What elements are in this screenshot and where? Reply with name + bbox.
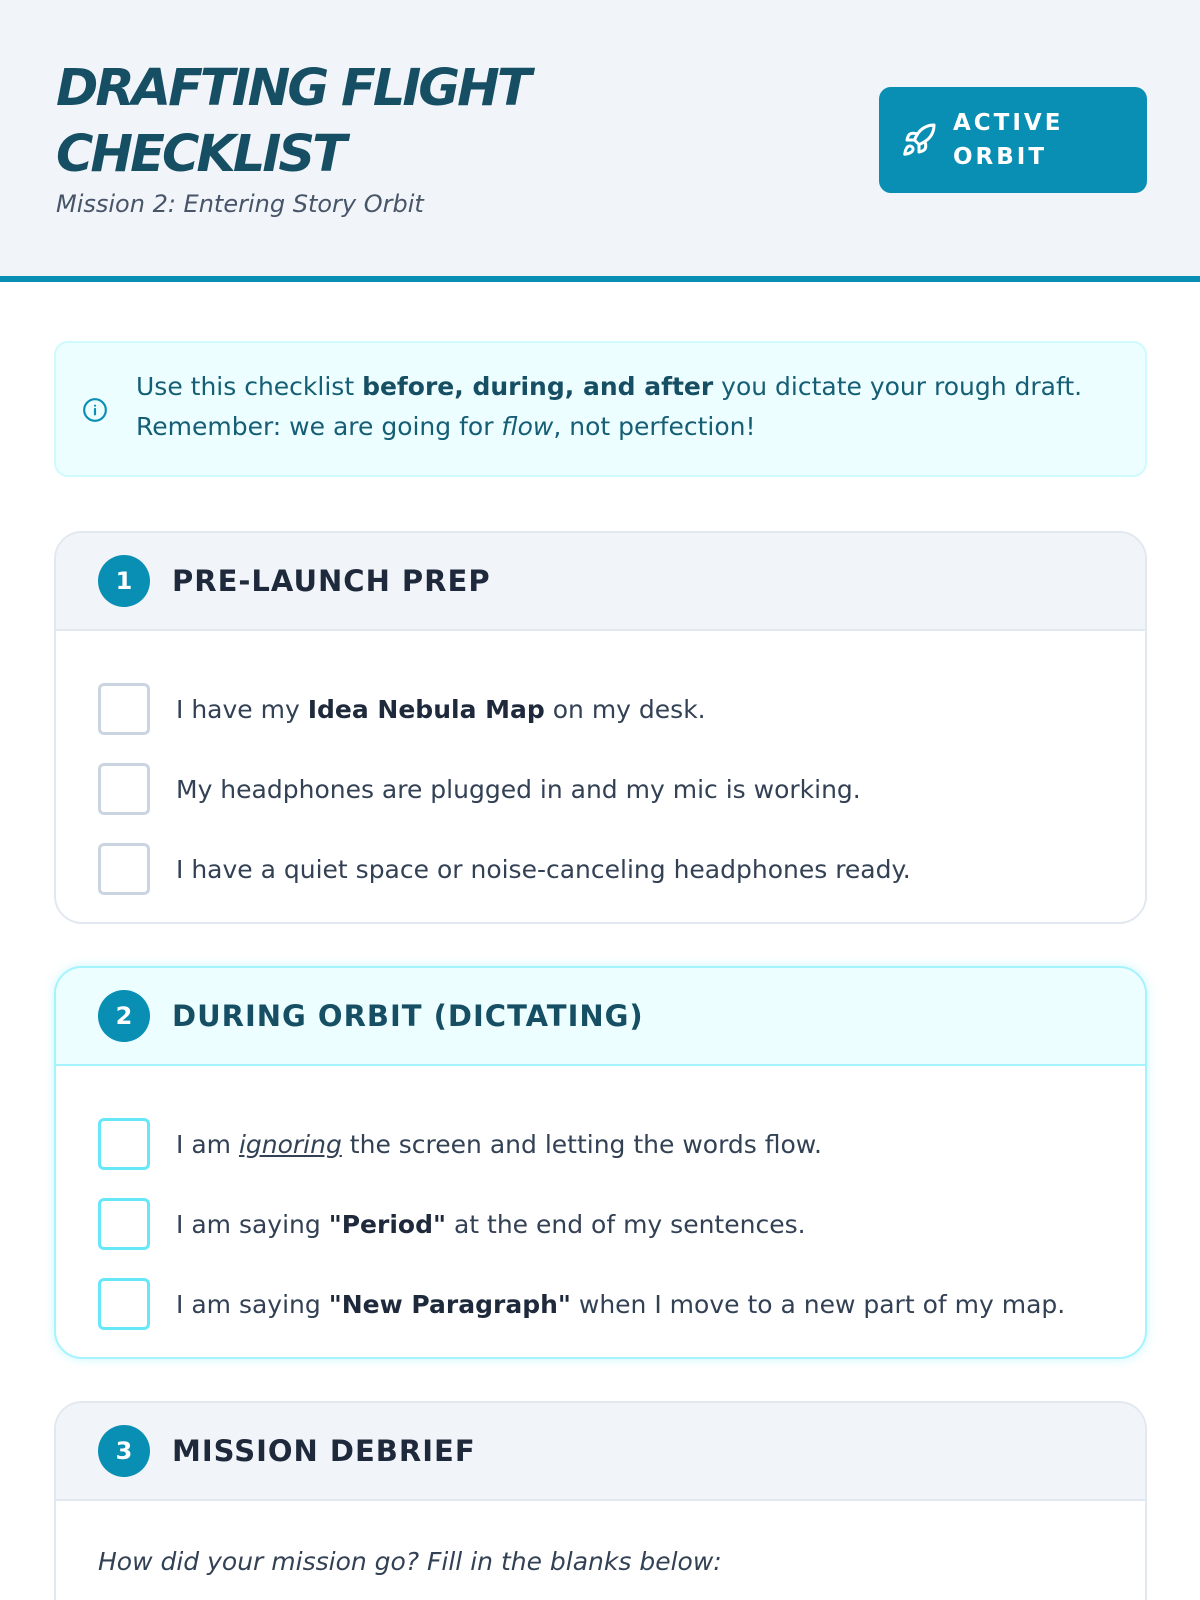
checklist-item-label: I am ignoring the screen and letting the words flow. xyxy=(176,1129,822,1159)
page-title: DRAFTING FLIGHT CHECKLIST xyxy=(56,59,529,184)
checkbox[interactable] xyxy=(98,1278,150,1330)
checklist-item-label: I have my Idea Nebula Map on my desk. xyxy=(176,694,706,724)
checkbox[interactable] xyxy=(98,683,150,735)
info-text: Use this checklist before, during, and after you dictate your rough draft. Remember: we are going for flow, not perfection! xyxy=(136,372,1083,441)
section-number: 2 xyxy=(98,990,150,1042)
checklist-item[interactable] xyxy=(98,1104,1145,1184)
checklist-item[interactable] xyxy=(98,829,1145,909)
section-header xyxy=(56,533,1145,631)
checklist-item-label: I have a quiet space or noise-canceling headphones ready. xyxy=(176,854,911,884)
debrief-prompt: How did your mission go? Fill in the blanks below: xyxy=(98,1547,722,1576)
active-orbit-badge xyxy=(879,87,1147,193)
section-during-orbit xyxy=(54,966,1147,1359)
section-number: 3 xyxy=(98,1425,150,1477)
checklist-item-label: I am saying "New Paragraph" when I move to a new part of my map. xyxy=(176,1289,1066,1319)
checklist xyxy=(56,631,1145,909)
checklist xyxy=(56,1066,1145,1344)
checklist-item[interactable] xyxy=(98,1184,1145,1264)
checklist-item[interactable] xyxy=(98,1264,1145,1344)
section-header xyxy=(56,968,1145,1066)
checklist-item-label: I am saying "Period" at the end of my sentences. xyxy=(176,1209,806,1239)
checklist-item[interactable] xyxy=(98,669,1145,749)
checkbox[interactable] xyxy=(98,843,150,895)
checkbox[interactable] xyxy=(98,763,150,815)
section-pre-launch xyxy=(54,531,1147,924)
section-title: PRE-LAUNCH PREP xyxy=(172,564,491,598)
section-header xyxy=(56,1403,1145,1501)
page-subtitle: Mission 2: Entering Story Orbit xyxy=(56,190,424,218)
badge-label: ACTIVE ORBIT xyxy=(953,110,1064,170)
info-icon xyxy=(82,397,108,423)
section-title: MISSION DEBRIEF xyxy=(172,1434,476,1468)
section-number: 1 xyxy=(98,555,150,607)
page-header xyxy=(0,0,1200,282)
checkbox[interactable] xyxy=(98,1198,150,1250)
section-mission-debrief xyxy=(54,1401,1147,1600)
info-callout xyxy=(54,341,1147,477)
rocket-icon xyxy=(899,120,939,160)
checklist-item-label: My headphones are plugged in and my mic is working. xyxy=(176,774,861,804)
section-title: DURING ORBIT (DICTATING) xyxy=(172,999,644,1033)
checklist-item[interactable] xyxy=(98,749,1145,829)
checkbox[interactable] xyxy=(98,1118,150,1170)
